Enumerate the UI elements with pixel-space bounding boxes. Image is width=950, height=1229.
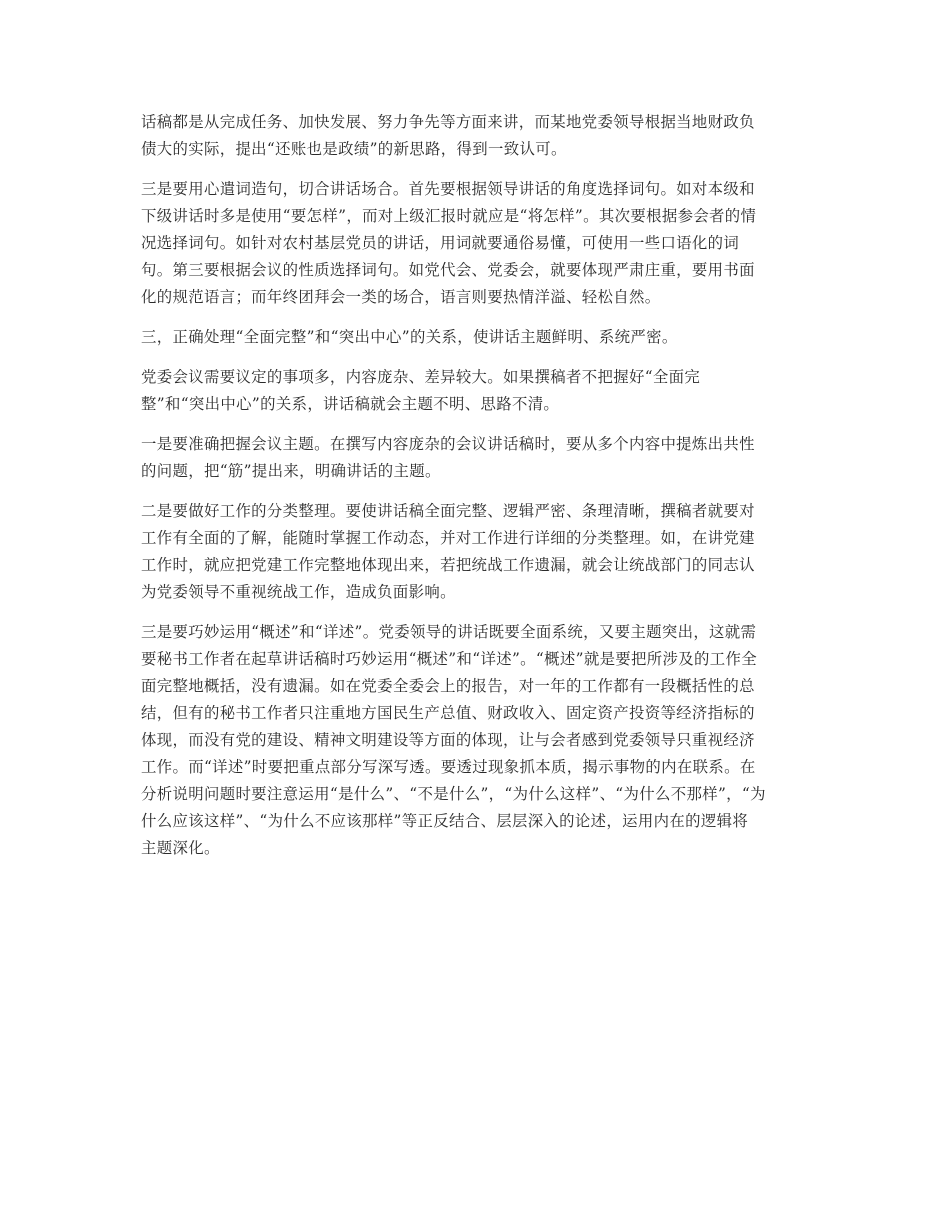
text-line: 整”和“突出中心”的关系，讲话稿就会主题不明、思路不清。 bbox=[141, 395, 560, 413]
text-line: 化的规范语言；而年终团拜会一类的场合，语言则要热情洋溢、轻松自然。 bbox=[141, 288, 661, 306]
paragraph-6 bbox=[141, 498, 809, 606]
section-heading bbox=[141, 324, 809, 351]
text-line: 的问题，把“筋”提出来，明确讲话的主题。 bbox=[141, 462, 441, 480]
text-line: 三是要巧妙运用“概述”和“详述”。党委领导的讲话既要全面系统，又要主题突出，这就需 bbox=[141, 623, 757, 641]
paragraph-2 bbox=[141, 176, 809, 311]
text-line: 三是要用心遣词造句，切合讲话场合。首先要根据领导讲话的角度选择词句。如对本级和 bbox=[141, 180, 755, 198]
text-line: 一是要准确把握会议主题。在撰写内容庞杂的会议讲话稿时，要从多个内容中提炼出共性 bbox=[141, 435, 755, 453]
text-line: 二是要做好工作的分类整理。要使讲话稿全面完整、逻辑严密、条理清晰，撰稿者就要对 bbox=[141, 502, 755, 520]
text-line: 分析说明问题时要注意运用“是什么”、“不是什么”，“为什么这样”、“为什么不那样”，“为 bbox=[141, 785, 766, 803]
text-line: 主题深化。 bbox=[141, 839, 220, 857]
text-line: 工作。而“详述”时要把重点部分写深写透。要透过现象抓本质，揭示事物的内在联系。在 bbox=[141, 758, 756, 776]
text-line: 要秘书工作者在起草讲话稿时巧妙运用“概述”和“详述”。“概述”就是要把所涉及的工作全 bbox=[141, 650, 757, 668]
text-line: 工作时，就应把党建工作完整地体现出来，若把统战工作遗漏，就会让统战部门的同志认 bbox=[141, 556, 755, 574]
text-line: 债大的实际，提出“还账也是政绩”的新思路，得到一致认可。 bbox=[141, 140, 567, 158]
paragraph-1 bbox=[141, 109, 809, 163]
text-line: 工作有全面的了解，能随时掌握工作动态，并对工作进行详细的分类整理。如，在讲党建 bbox=[141, 529, 755, 547]
paragraph-7 bbox=[141, 619, 809, 862]
document-page bbox=[141, 109, 809, 875]
text-line: 什么应该这样”、“为什么不应该那样”等正反结合、层层深入的论述，运用内在的逻辑将 bbox=[141, 812, 749, 830]
text-line: 体现，而没有党的建设、精神文明建设等方面的体现，让与会者感到党委领导只重视经济 bbox=[141, 731, 755, 749]
text-line: 况选择词句。如针对农村基层党员的讲话，用词就要通俗易懂，可使用一些口语化的词 bbox=[141, 234, 740, 252]
text-line: 三，正确处理“全面完整”和“突出中心”的关系，使讲话主题鲜明、系统严密。 bbox=[141, 328, 678, 346]
text-line: 为党委领导不重视统战工作，造成负面影响。 bbox=[141, 583, 456, 601]
text-line: 话稿都是从完成任务、加快发展、努力争先等方面来讲，而某地党委领导根据当地财政负 bbox=[141, 113, 755, 131]
text-line: 结，但有的秘书工作者只注重地方国民生产总值、财政收入、固定资产投资等经济指标的 bbox=[141, 704, 755, 722]
text-line: 句。第三要根据会议的性质选择词句。如党代会、党委会，就要体现严肃庄重，要用书面 bbox=[141, 261, 755, 279]
paragraph-4 bbox=[141, 364, 809, 418]
text-line: 党委会议需要议定的事项多，内容庞杂、差异较大。如果撰稿者不把握好“全面完 bbox=[141, 368, 701, 386]
paragraph-5 bbox=[141, 431, 809, 485]
text-line: 下级讲话时多是使用“要怎样”，而对上级汇报时就应是“将怎样”。其次要根据参会者的情 bbox=[141, 207, 757, 225]
text-line: 面完整地概括，没有遗漏。如在党委全委会上的报告，对一年的工作都有一段概括性的总 bbox=[141, 677, 755, 695]
